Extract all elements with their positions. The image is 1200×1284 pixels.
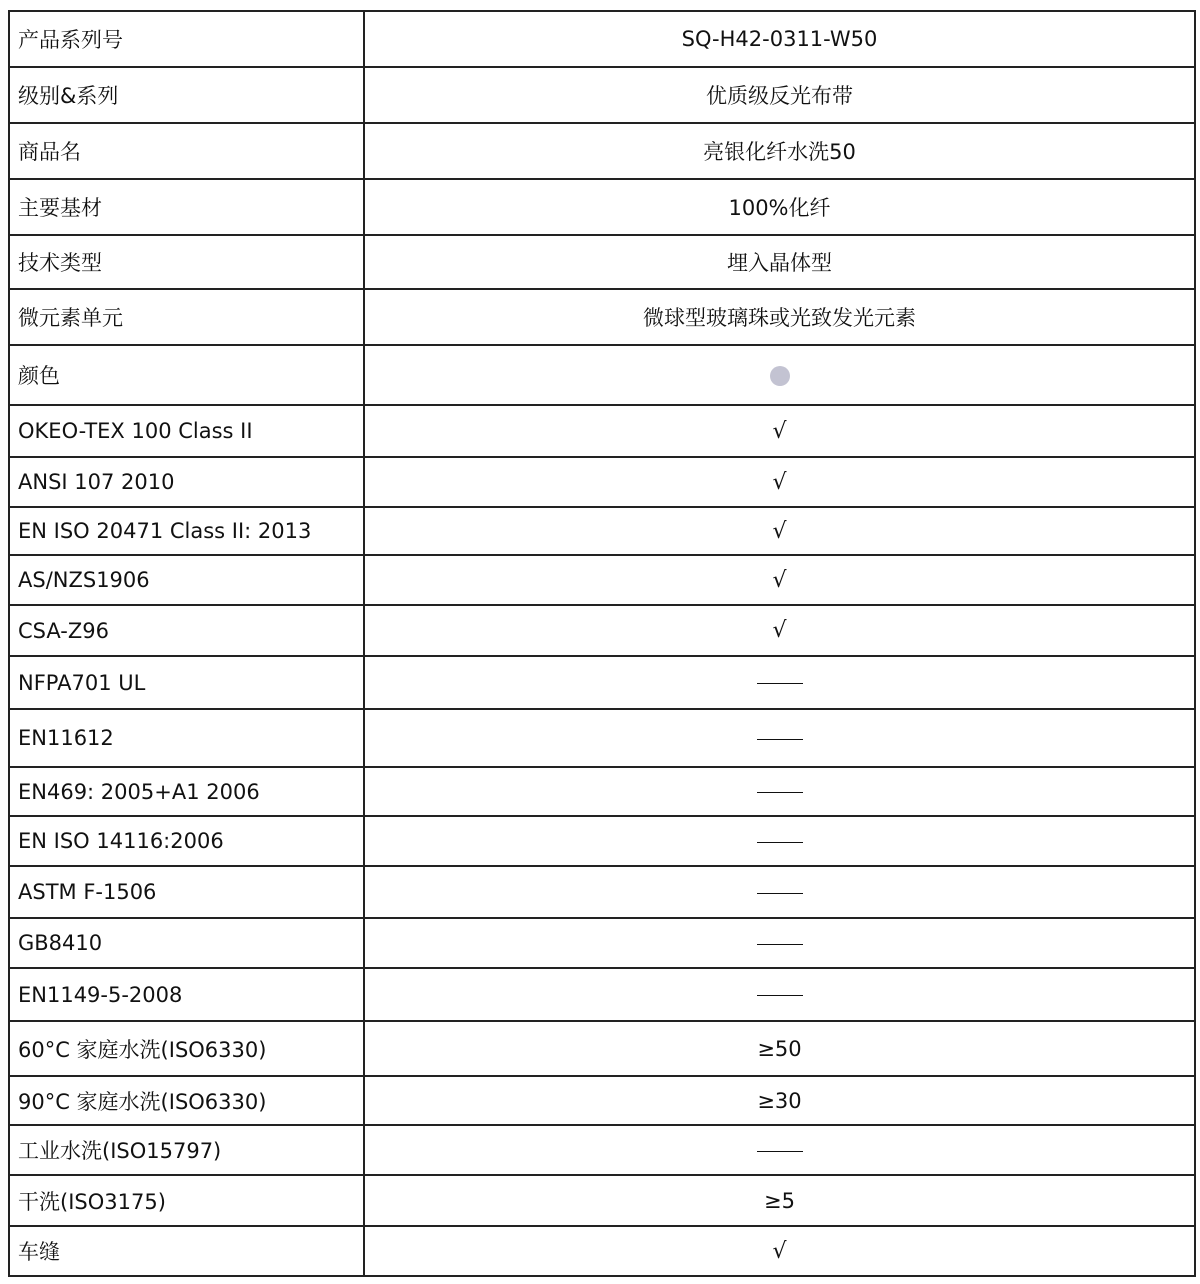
table-row — [9, 968, 1195, 1021]
row-value — [364, 405, 1195, 457]
row-value — [364, 918, 1195, 968]
color-swatch — [770, 366, 790, 386]
row-value — [364, 816, 1195, 866]
row-value — [364, 235, 1195, 289]
table-row — [9, 709, 1195, 767]
not-applicable-dash — [757, 995, 803, 996]
row-value — [364, 1021, 1195, 1076]
row-label: 工业水洗(ISO15797) — [9, 1125, 364, 1175]
table-row — [9, 767, 1195, 816]
value-text: 埋入晶体型 — [727, 251, 832, 275]
check-mark-icon: √ — [772, 469, 787, 495]
row-value — [364, 866, 1195, 918]
row-label: 干洗(ISO3175) — [9, 1175, 364, 1226]
check-mark-icon: √ — [772, 567, 787, 593]
row-label: NFPA701 UL — [9, 656, 364, 709]
row-label: 90°C 家庭水洗(ISO6330) — [9, 1076, 364, 1125]
table-row — [9, 816, 1195, 866]
row-label: EN1149-5-2008 — [9, 968, 364, 1021]
table-row — [9, 457, 1195, 507]
value-text: ≥30 — [757, 1088, 802, 1113]
row-label: ASTM F-1506 — [9, 866, 364, 918]
row-value — [364, 67, 1195, 123]
not-applicable-dash — [757, 739, 803, 740]
row-value — [364, 767, 1195, 816]
table-row — [9, 507, 1195, 555]
row-value — [364, 555, 1195, 605]
check-mark-icon: √ — [772, 618, 787, 643]
row-value — [364, 179, 1195, 235]
row-label: EN11612 — [9, 709, 364, 767]
table-row — [9, 289, 1195, 345]
row-label: 60°C 家庭水洗(ISO6330) — [9, 1021, 364, 1076]
row-value — [364, 709, 1195, 767]
row-label: 微元素单元 — [9, 289, 364, 345]
row-label: CSA-Z96 — [9, 605, 364, 656]
not-applicable-dash — [757, 842, 803, 843]
row-value — [364, 345, 1195, 405]
table-row — [9, 1076, 1195, 1125]
value-text: ≥50 — [757, 1036, 802, 1061]
table-row — [9, 67, 1195, 123]
table-row — [9, 235, 1195, 289]
table-row — [9, 1175, 1195, 1226]
row-label: EN ISO 14116:2006 — [9, 816, 364, 866]
row-label: 级别&系列 — [9, 67, 364, 123]
row-value — [364, 457, 1195, 507]
table-row — [9, 1226, 1195, 1276]
check-mark-icon: √ — [772, 518, 787, 544]
row-value — [364, 289, 1195, 345]
spec-table — [8, 10, 1196, 1277]
table-row — [9, 1021, 1195, 1076]
row-label: 主要基材 — [9, 179, 364, 235]
table-row — [9, 179, 1195, 235]
spec-table-body — [9, 11, 1195, 1276]
not-applicable-dash — [757, 893, 803, 894]
table-row — [9, 605, 1195, 656]
value-text: 亮银化纤水洗50 — [703, 140, 856, 164]
table-row — [9, 918, 1195, 968]
row-label: EN469: 2005+A1 2006 — [9, 767, 364, 816]
value-text: 优质级反光布带 — [706, 84, 853, 108]
value-text: 微球型玻璃珠或光致发光元素 — [643, 306, 916, 330]
not-applicable-dash — [757, 683, 803, 684]
table-row — [9, 656, 1195, 709]
row-value — [364, 968, 1195, 1021]
row-value — [364, 1125, 1195, 1175]
row-value — [364, 1175, 1195, 1226]
check-mark-icon: √ — [772, 418, 787, 444]
row-value — [364, 605, 1195, 656]
row-label: OKEO-TEX 100 Class II — [9, 405, 364, 457]
row-label: AS/NZS1906 — [9, 555, 364, 605]
value-text: SQ-H42-0311-W50 — [681, 27, 878, 51]
row-label: 产品系列号 — [9, 11, 364, 67]
table-row — [9, 1125, 1195, 1175]
row-label: 技术类型 — [9, 235, 364, 289]
row-value — [364, 656, 1195, 709]
table-row — [9, 405, 1195, 457]
row-value — [364, 11, 1195, 67]
row-label: GB8410 — [9, 918, 364, 968]
table-row — [9, 123, 1195, 179]
table-row — [9, 345, 1195, 405]
value-text: 100%化纤 — [728, 196, 831, 220]
row-value — [364, 1076, 1195, 1125]
row-label: 颜色 — [9, 345, 364, 405]
not-applicable-dash — [757, 1151, 803, 1152]
check-mark-icon: √ — [772, 1238, 787, 1264]
value-text: ≥5 — [764, 1188, 795, 1213]
row-value — [364, 1226, 1195, 1276]
row-label: ANSI 107 2010 — [9, 457, 364, 507]
not-applicable-dash — [757, 792, 803, 793]
table-row — [9, 11, 1195, 67]
table-row — [9, 866, 1195, 918]
row-value — [364, 123, 1195, 179]
row-label: EN ISO 20471 Class II: 2013 — [9, 507, 364, 555]
row-value — [364, 507, 1195, 555]
row-label: 商品名 — [9, 123, 364, 179]
table-row — [9, 555, 1195, 605]
row-label: 车缝 — [9, 1226, 364, 1276]
not-applicable-dash — [757, 944, 803, 945]
